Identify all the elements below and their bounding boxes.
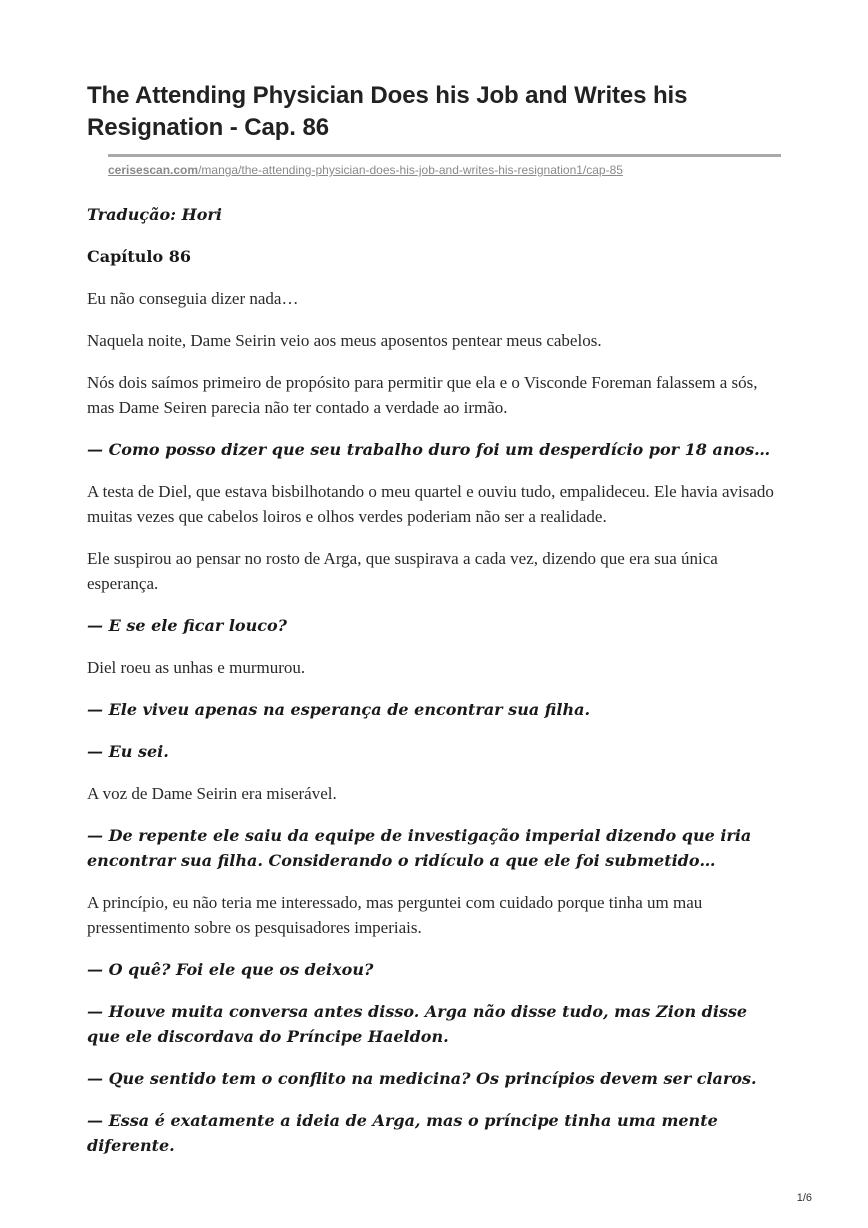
- paragraph: — Como posso dizer que seu trabalho duro foi um desperdício por 18 anos…: [87, 440, 771, 459]
- paragraph: A testa de Diel, que estava bisbilhotando o meu quartel e ouviu tudo, empalideceu. Ele havia avisado muitas vezes que cabelos loiros e olhos verdes poderiam não ser a realidade.: [87, 482, 774, 526]
- paragraph: — Houve muita conversa antes disso. Arga não disse tudo, mas Zion disse que ele discordava do Príncipe Haeldon.: [87, 1002, 748, 1046]
- paragraph: Naquela noite, Dame Seirin veio aos meus aposentos pentear meus cabelos.: [87, 331, 602, 350]
- paragraph: Eu não conseguia dizer nada…: [87, 289, 299, 308]
- paragraph: Ele suspirou ao pensar no rosto de Arga, que suspirava a cada vez, dizendo que era sua única esperança.: [87, 549, 718, 593]
- paragraph: A princípio, eu não teria me interessado, mas perguntei com cuidado porque tinha um mau pressentimento sobre os pesquisadores imperiais.: [87, 893, 703, 937]
- paragraph: — O quê? Foi ele que os deixou?: [87, 960, 374, 979]
- paragraph: — De repente ele saiu da equipe de investigação imperial dizendo que iria encontrar sua filha. Considerando o ridículo a que ele foi submetido…: [87, 826, 752, 870]
- paragraph: — Ele viveu apenas na esperança de encontrar sua filha.: [87, 700, 591, 719]
- title-divider: [108, 154, 781, 157]
- paragraph: — E se ele ficar louco?: [87, 616, 288, 635]
- paragraph: — Essa é exatamente a ideia de Arga, mas o príncipe tinha uma mente diferente.: [87, 1111, 718, 1155]
- source-domain[interactable]: cerisescan.com: [108, 163, 199, 177]
- source-path[interactable]: /manga/the-attending-physician-does-his-job-and-writes-his-resignation1/cap-85: [198, 163, 623, 177]
- paragraph: Nós dois saímos primeiro de propósito para permitir que ela e o Visconde Foreman falassem a sós, mas Dame Seiren parecia não ter contado a verdade ao irmão.: [87, 373, 758, 417]
- page-title: The Attending Physician Does his Job and Writes his Resignation - Cap. 86: [87, 82, 688, 141]
- page-indicator: 1/6: [796, 1192, 812, 1204]
- paragraph: — Eu sei.: [87, 742, 169, 761]
- paragraph: Capítulo 86: [87, 247, 191, 266]
- paragraph: — Que sentido tem o conflito na medicina? Os princípios devem ser claros.: [87, 1069, 757, 1088]
- paragraph: A voz de Dame Seirin era miserável.: [87, 784, 337, 803]
- source-url-link[interactable]: [108, 162, 781, 178]
- document-page: [87, 80, 781, 1175]
- article-body: [87, 202, 781, 1158]
- paragraph: Diel roeu as unhas e murmurou.: [87, 658, 306, 677]
- paragraph: Tradução: Hori: [87, 205, 222, 224]
